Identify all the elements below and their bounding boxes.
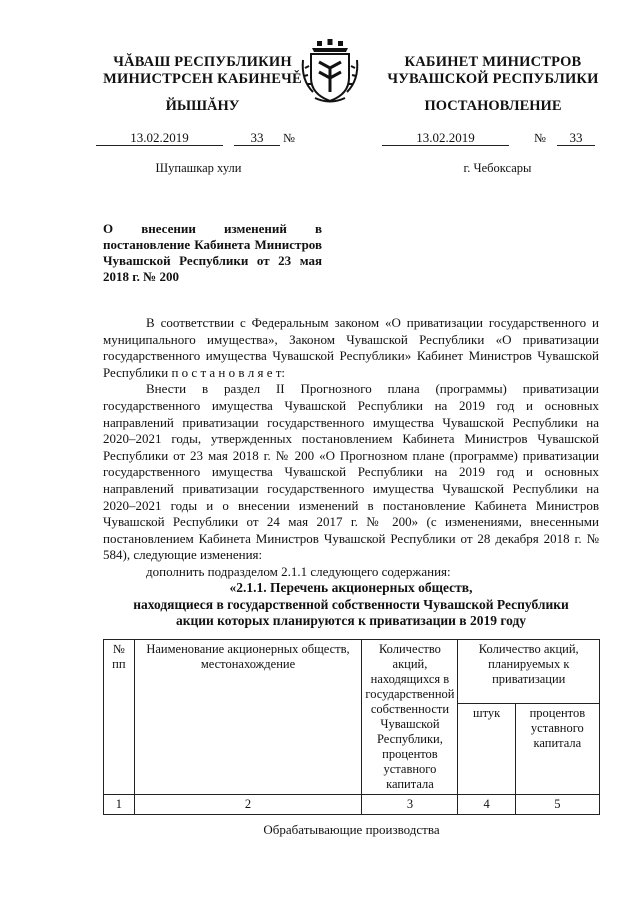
header-right-doc-type: ПОСТАНОВЛЕНИЕ bbox=[424, 98, 562, 114]
table-cell: 5 bbox=[515, 795, 599, 815]
header-right-line1: КАБИНЕТ МИНИСТРОВ bbox=[404, 54, 582, 70]
body-paragraph-3: дополнить подразделом 2.1.1 следующего содержания: bbox=[146, 563, 451, 579]
section-title bbox=[103, 580, 599, 630]
chuvash-coat-of-arms-icon bbox=[299, 38, 361, 106]
body-paragraph-2: Внести в раздел II Прогнозного плана (программы) приватизации государственного имущества Чувашской Республики на 2019 год и основных направлений приватизации государственного имущества Чувашской Республики на 2020–2021 годы, утвержденных постановлением Кабинета Министров Чувашской Республики от 23 мая 2018 г. № 200 «О Прогнозном плане (программе) приватизации государственного имущества Чувашской Республики на 2019 год и основных направлений приватизации государственного имущества Чувашской Республики на 2020–2021 годы и о внесении изменений в постановление Кабинета Министров Чувашской Республики от 24 мая 2017 г. № 200» (с изменениями, внесенными постановлением Кабинета Министров Чувашской Республики от 28 декабря 2018 г. № 584), следующие изменения: bbox=[103, 381, 599, 563]
right-number: 33 bbox=[557, 131, 595, 146]
col-header-share: Количество акций, находящихся в государственной собственности Чувашской Республики, процентов уставного капитала bbox=[362, 640, 458, 795]
left-number: 33 bbox=[234, 131, 280, 146]
section-title-line2: находящиеся в государственной собственности Чувашской Республики bbox=[133, 596, 569, 612]
header-left-doc-type: ЙЫШĂНУ bbox=[165, 98, 240, 114]
left-place: Шупашкар хули bbox=[155, 161, 242, 175]
header-left-org bbox=[95, 54, 310, 88]
left-date: 13.02.2019 bbox=[96, 131, 223, 146]
right-number-sign: № bbox=[534, 131, 546, 145]
col-header-planned-pcs: штук bbox=[458, 704, 515, 795]
header-left-line1: ЧĂВАШ РЕСПУБЛИКИН bbox=[113, 54, 292, 70]
col-header-planned: Количество акций, планируемых к приватизации bbox=[458, 640, 600, 704]
right-place: г. Чебоксары bbox=[463, 161, 532, 175]
section-title-line1: «2.1.1. Перечень акционерных обществ, bbox=[229, 580, 473, 595]
table-cell: 3 bbox=[362, 795, 458, 815]
table-row bbox=[104, 795, 600, 815]
table-cell: 1 bbox=[104, 795, 135, 815]
col-header-planned-pct: процентов уставного капитала bbox=[515, 704, 599, 795]
category-heading: Обрабатывающие производства bbox=[263, 822, 440, 837]
privatization-table bbox=[103, 639, 600, 815]
col-header-name: Наименование акционерных обществ, местонахождение bbox=[134, 640, 362, 795]
document-body bbox=[103, 315, 599, 581]
document-subject: О внесении изменений в постановление Кабинета Министров Чувашской Республики от 23 мая 2018 г. № 200 bbox=[103, 221, 322, 284]
header-left-line2: МИНИСТРСЕН КАБИНЕЧĚ bbox=[103, 71, 302, 87]
table-header-row bbox=[104, 640, 600, 704]
section-title-line3: акции которых планируются к приватизации в 2019 году bbox=[175, 613, 527, 628]
body-paragraph-1: В соответствии с Федеральным законом «О приватизации государственного и муниципального имущества», Законом Чувашской Республики «О приватизации государственного имущества Чувашской Республики» Кабинет Министров Чувашской Республики п о с т а н о в л я е т: bbox=[103, 315, 599, 380]
table-cell: 2 bbox=[134, 795, 362, 815]
header-right-org bbox=[383, 54, 603, 88]
left-number-sign: № bbox=[283, 131, 295, 145]
right-date: 13.02.2019 bbox=[382, 131, 509, 146]
header-right-line2: ЧУВАШСКОЙ РЕСПУБЛИКИ bbox=[387, 71, 599, 87]
col-header-number: № пп bbox=[104, 640, 135, 795]
table-cell: 4 bbox=[458, 795, 515, 815]
